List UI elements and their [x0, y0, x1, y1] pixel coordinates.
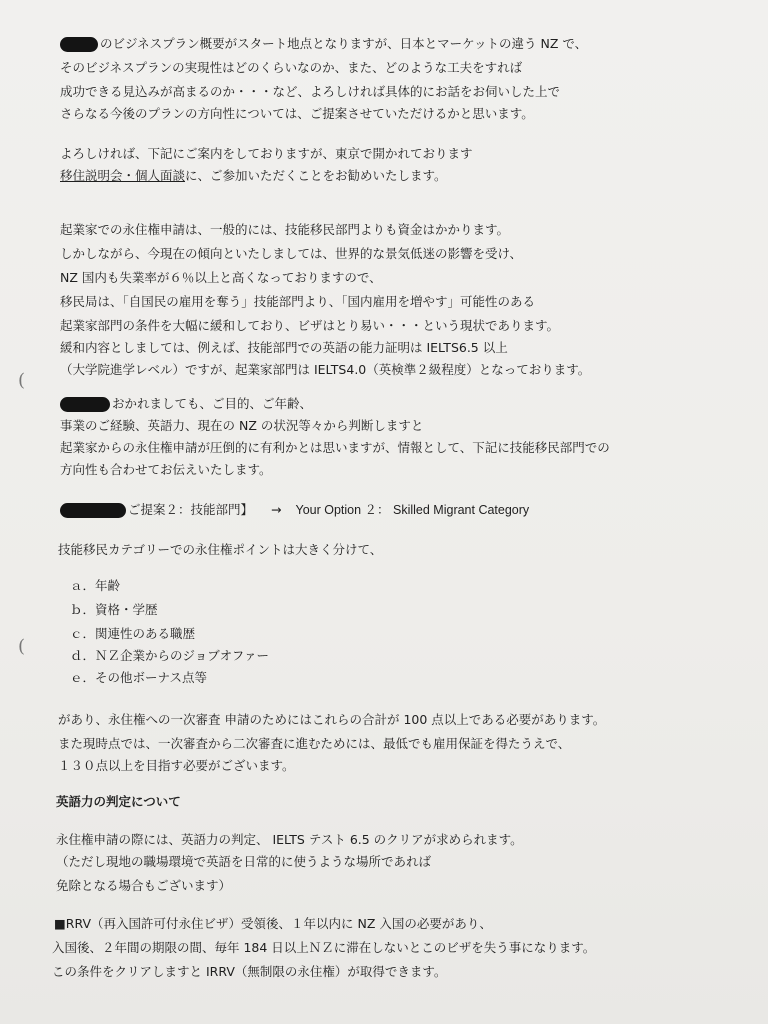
- option-english: Your Option ２： Skilled Migrant Category: [295, 503, 530, 517]
- recommend-line-4: 方向性も合わせてお伝えいたします。: [60, 462, 272, 477]
- intro-line-3: 成功できる見込みが高まるのか・・・など、よろしければ具体的にお話をお伺いした上で: [60, 84, 561, 99]
- points-item-d: ｄ．ＮＺ企業からのジョブオファー: [70, 648, 270, 663]
- option-heading: ご提案２：技能部門】: [128, 502, 254, 517]
- margin-mark: (: [18, 370, 26, 391]
- points-item-b: ｂ．資格・学歴: [70, 602, 158, 617]
- recommend-line-2: 事業のご経験、英語力、現在の NZ の状況等々から判断しますと: [60, 418, 424, 433]
- intro-line-2: そのビジネスプランの実現性はどのくらいなのか、また、どのような工夫をすれば: [60, 60, 523, 75]
- entrepreneur-line-5: 起業家部門の条件を大幅に緩和しており、ビザはとり易い・・・という現状であります。: [60, 318, 560, 333]
- english-line-3: 免除となる場合もございます）: [56, 878, 232, 893]
- rrv-line-2: 入国後、２年間の期限の間、毎年 184 日以上ＮＺに滞在しないとこのビザを失う事になります。: [52, 940, 596, 955]
- points-item-c: ｃ．関連性のある職歴: [70, 626, 196, 641]
- english-line-2: （ただし現地の職場環境で英語を日常的に使うような場所であれば: [56, 854, 432, 869]
- option-heading-line: [60, 502, 529, 518]
- entrepreneur-line-7: （大学院進学レベル）ですが、起業家部門は IELTS4.0（英検準２級程度）となっております。: [60, 362, 591, 377]
- rrv-line-3: この条件をクリアしますと IRRV（無制限の永住権）が取得できます。: [52, 964, 447, 979]
- points-intro: 技能移民カテゴリーでの永住権ポイントは大きく分けて、: [58, 542, 383, 557]
- margin-mark: (: [18, 636, 26, 657]
- redacted-label: [60, 503, 126, 518]
- points-after-1: があり、永住権への一次審査 申請のためにはこれらの合計が 100 点以上である必要があります。: [58, 712, 606, 727]
- entrepreneur-line-3: NZ 国内も失業率が６％以上と高くなっておりますので、: [60, 270, 382, 285]
- entrepreneur-line-6: 緩和内容としましては、例えば、技能部門での英語の能力証明は IELTS6.5 以上: [60, 340, 508, 355]
- points-item-e: ｅ．その他ボーナス点等: [70, 670, 208, 685]
- recommend-line-1: おかれましても、ご目的、ご年齢、: [60, 396, 312, 412]
- points-item-a: ａ．年齢: [70, 578, 121, 593]
- points-after-3: １３０点以上を目指す必要がございます。: [58, 758, 295, 773]
- seminar-link-text: 移住説明会・個人面談: [60, 168, 186, 183]
- intro-line-1: のビジネスプラン概要がスタート地点となりますが、日本とマーケットの違う NZ で、: [60, 36, 587, 52]
- invite-line-2: 移住説明会・個人面談に、ご参加いただくことをお勧めいたします。: [60, 168, 447, 183]
- invite-line-1: よろしければ、下記にご案内をしておりますが、東京で開かれております: [60, 146, 473, 161]
- english-line-1: 永住権申請の際には、英語力の判定、 IELTS テスト 6.5 のクリアが求められます。: [56, 832, 523, 847]
- rrv-line-1: ■RRV（再入国許可付永住ビザ）受領後、１年以内に NZ 入国の必要があり、: [54, 916, 492, 931]
- entrepreneur-line-4: 移民局は、「自国民の雇用を奪う」技能部門より、「国内雇用を増やす」可能性のある: [60, 294, 536, 309]
- redacted-name: [60, 37, 98, 52]
- english-section-title: 英語力の判定について: [56, 794, 181, 809]
- entrepreneur-line-1: 起業家での永住権申請は、一般的には、技能移民部門よりも資金はかかります。: [60, 222, 510, 237]
- intro-line-4: さらなる今後のプランの方向性については、ご提案させていただけるかと思います。: [60, 106, 534, 121]
- arrow-right-icon: →: [271, 502, 282, 517]
- recommend-line-3: 起業家からの永住権申請が圧倒的に有利かとは思いますが、情報として、下記に技能移民部門での: [60, 440, 610, 455]
- points-after-2: また現時点では、一次審査から二次審査に進むためには、最低でも雇用保証を得たうえで、: [58, 736, 571, 751]
- entrepreneur-line-2: しかしながら、今現在の傾向といたしましては、世界的な景気低迷の影響を受け、: [60, 246, 523, 261]
- redacted-name: [60, 397, 110, 412]
